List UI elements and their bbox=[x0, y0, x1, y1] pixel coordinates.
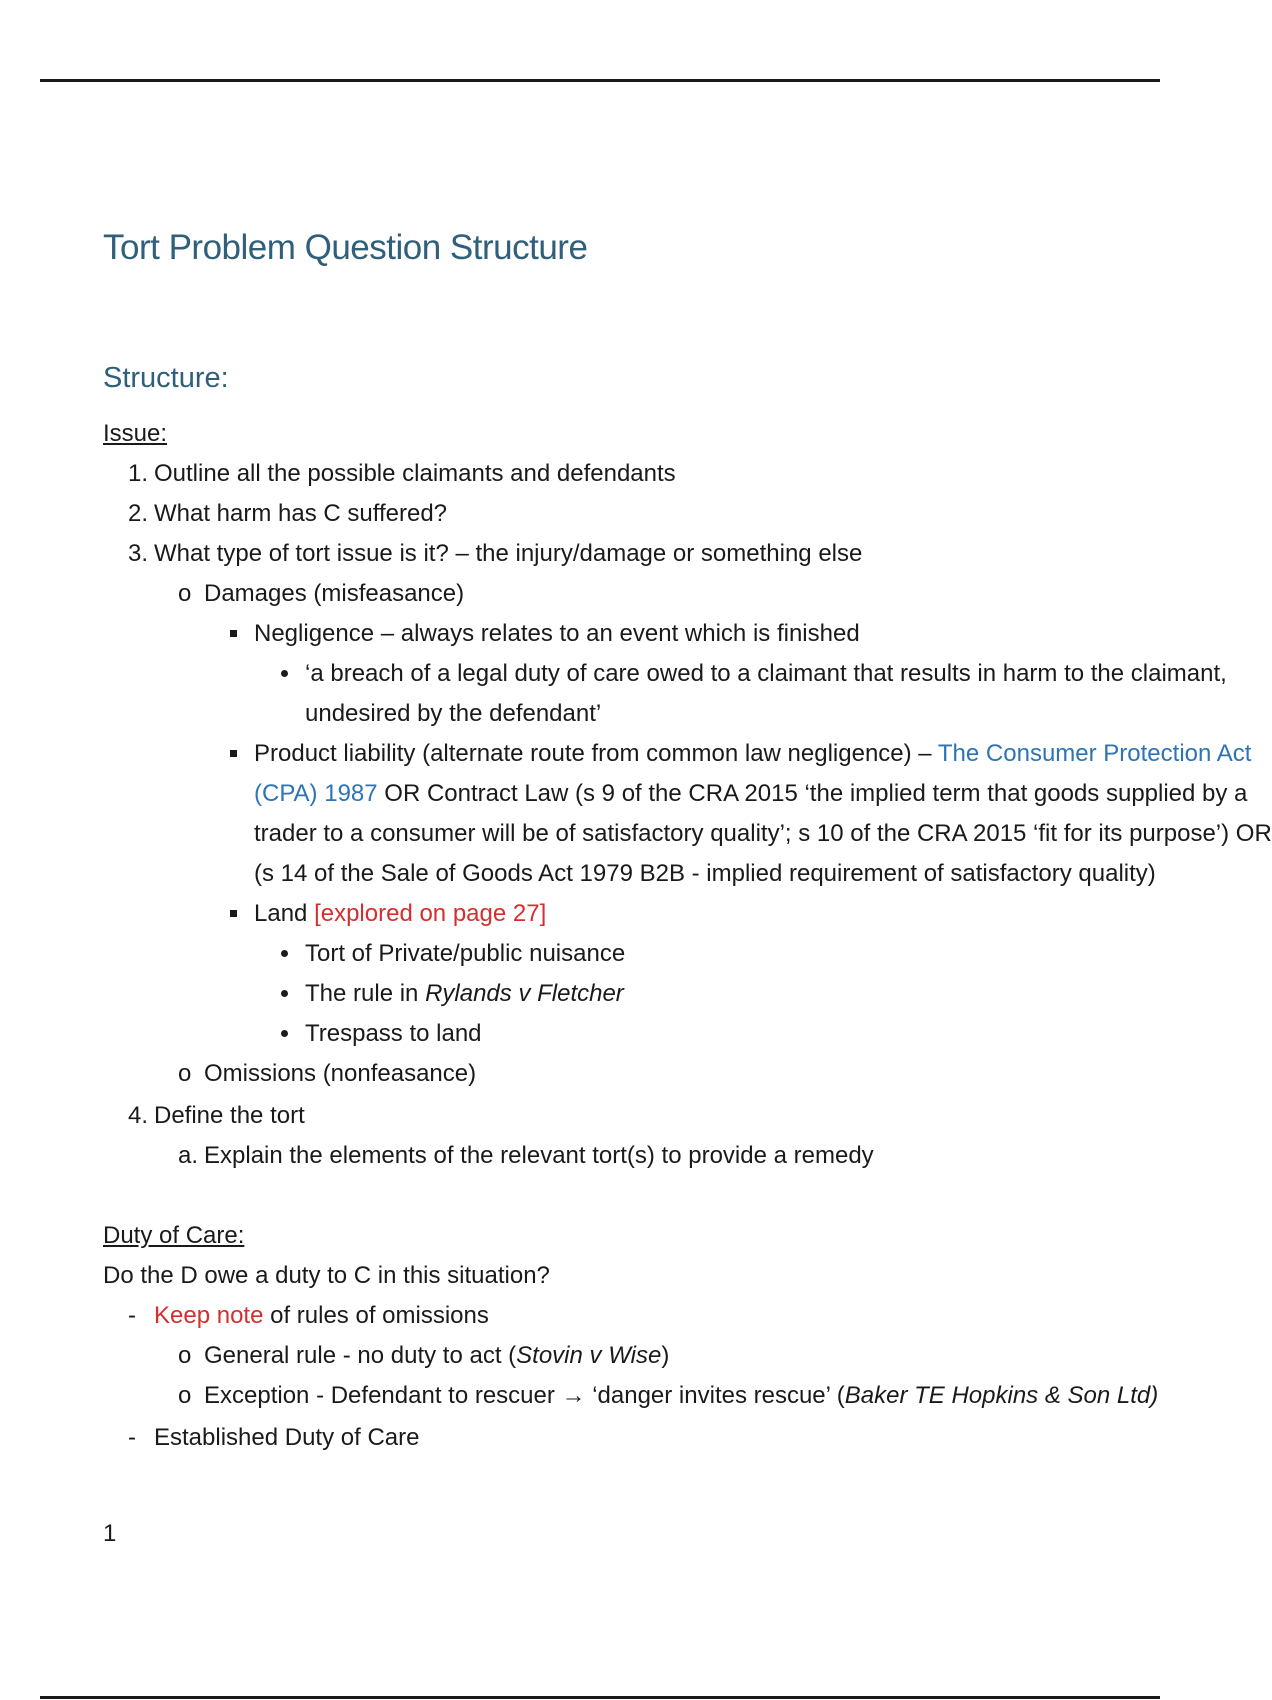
duty-question: Do the D owe a duty to C in this situation? bbox=[103, 1262, 550, 1289]
round-bullet-icon bbox=[281, 1030, 288, 1037]
list-item-rylands: The rule in Rylands v Fletcher bbox=[281, 974, 624, 1014]
list-item-product-liability: Product liability (alternate route from common law negligence) – The Consumer Protection Act bbox=[230, 734, 1251, 774]
round-bullet-icon bbox=[281, 670, 288, 677]
page-number: 1 bbox=[103, 1520, 117, 1547]
round-bullet-icon bbox=[281, 950, 288, 957]
list-item: 4. Define the tort bbox=[128, 1102, 305, 1129]
list-item: 3. What type of tort issue is it? – the injury/damage or something else bbox=[128, 540, 863, 567]
duty-heading: Duty of Care: bbox=[103, 1222, 245, 1249]
list-item-trespass: Trespass to land bbox=[281, 1014, 482, 1054]
page-reference: [explored on page 27] bbox=[314, 900, 547, 927]
list-item-nuisance: Tort of Private/public nuisance bbox=[281, 934, 625, 974]
list-item: 1. Outline all the possible claimants and defendants bbox=[128, 460, 676, 487]
list-item-general-rule: o General rule - no duty to act (Stovin v Wise) bbox=[178, 1342, 670, 1369]
product-liability-line-2: (CPA) 1987 OR Contract Law (s 9 of the CRA 2015 ‘the implied term that goods supplied by a bbox=[254, 780, 1248, 807]
list-item: 2. What harm has C suffered? bbox=[128, 500, 448, 527]
list-item-exception: o Exception - Defendant to rescuer → ‘danger invites rescue’ (Baker TE Hopkins & Son Ltd) bbox=[178, 1382, 1159, 1409]
issue-heading: Issue: bbox=[103, 420, 168, 447]
section-heading: Structure: bbox=[103, 362, 229, 394]
list-item-negligence-definition: ‘a breach of a legal duty of care owed to a claimant that results in harm to the claimant, bbox=[281, 654, 1227, 694]
list-item-negligence: Negligence – always relates to an event which is finished bbox=[230, 614, 860, 654]
footer-rule bbox=[40, 1696, 1160, 1699]
cpa-link[interactable]: The Consumer Protection Act bbox=[937, 740, 1252, 767]
cpa-link-continued[interactable]: (CPA) 1987 bbox=[254, 780, 378, 807]
list-item-damages: o Damages (misfeasance) bbox=[178, 580, 465, 607]
round-bullet-icon bbox=[281, 990, 288, 997]
square-bullet-icon bbox=[230, 630, 237, 637]
negligence-definition-continued: undesired by the defendant’ bbox=[305, 700, 602, 727]
header-rule bbox=[40, 79, 1160, 82]
product-liability-line-3: trader to a consumer will be of satisfactory quality’; s 10 of the CRA 2015 ‘fit for its purpose’) OR bbox=[254, 820, 1272, 847]
square-bullet-icon bbox=[230, 910, 237, 917]
list-item-omissions: o Omissions (nonfeasance) bbox=[178, 1060, 477, 1087]
product-liability-line-4: (s 14 of the Sale of Goods Act 1979 B2B - implied requirement of satisfactory quality) bbox=[254, 860, 1156, 887]
list-item-land: Land [explored on page 27] bbox=[230, 894, 546, 934]
list-item: a. Explain the elements of the relevant tort(s) to provide a remedy bbox=[178, 1142, 874, 1169]
document-title: Tort Problem Question Structure bbox=[103, 228, 588, 267]
square-bullet-icon bbox=[230, 750, 237, 757]
list-item-keep-note: - Keep note of rules of omissions bbox=[128, 1302, 489, 1329]
list-item-established: - Established Duty of Care bbox=[128, 1424, 420, 1451]
